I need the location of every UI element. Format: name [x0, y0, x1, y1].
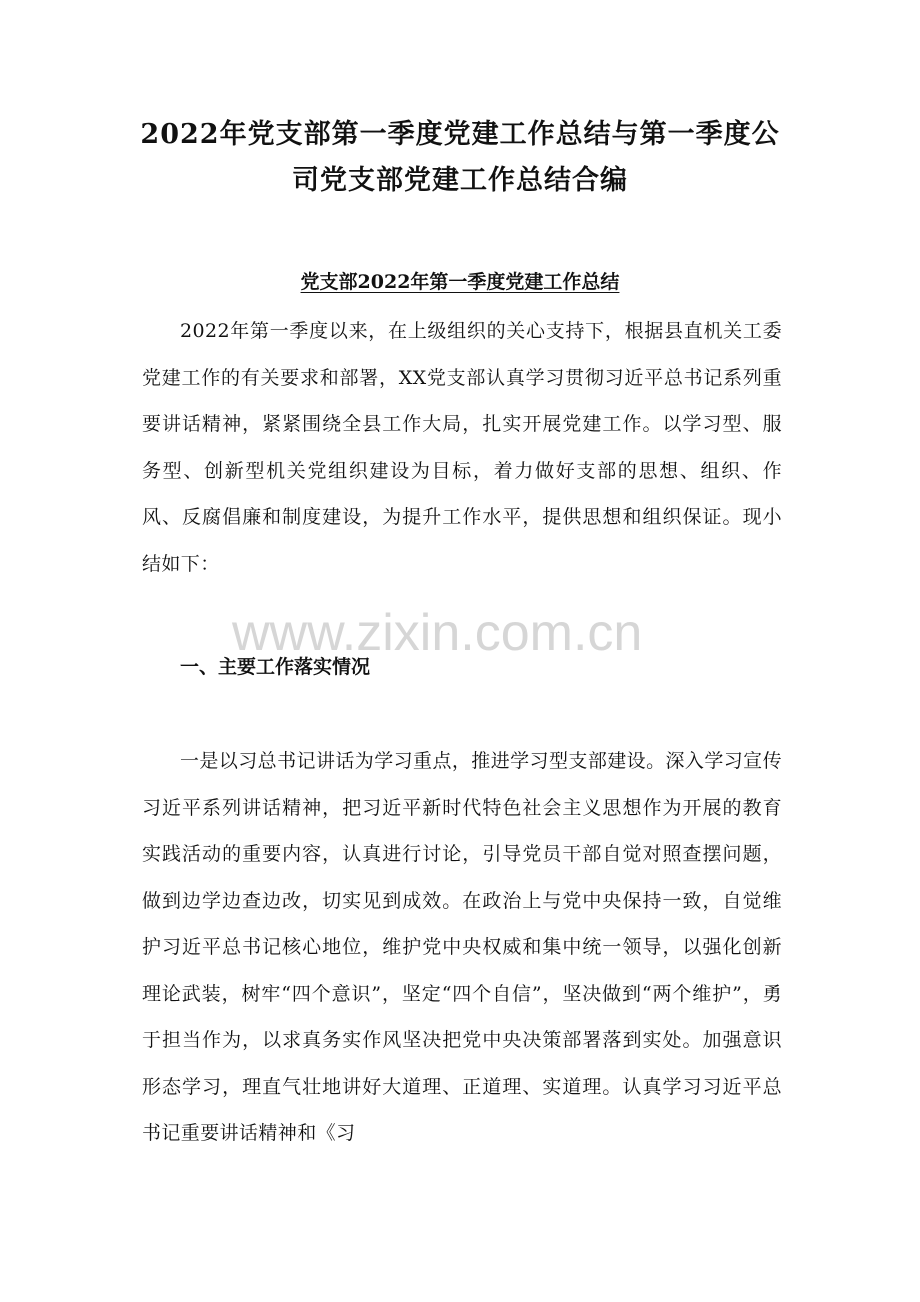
- section-title-text: 党支部2022年第一季度党建工作总结: [300, 271, 620, 293]
- document-title: [130, 112, 790, 204]
- document-title-line-1: 2022年党支部第一季度党建工作总结与第一季度公: [140, 119, 780, 150]
- section-title: [140, 268, 780, 296]
- heading-main-work: 一、主要工作落实情况: [180, 656, 371, 678]
- intro-paragraph: 2022年第一季度以来，在上级组织的关心支持下，根据县直机关工委党建工作的有关要求和部署，XX党支部认真学习贯彻习近平总书记系列重要讲话精神，紧紧围绕全县工作大局，扎实开展党建工作。以学习型、服务型、创新型机关党组织建设为目标，着力做好支部的思想、组织、作风、反腐倡廉和制度建设，为提升工作水平，提供思想和组织保证。现小结如下：: [142, 320, 782, 575]
- body-paragraph: 一是以习总书记讲话为学习重点，推进学习型支部建设。深入学习宣传习近平系列讲话精神，把习近平新时代特色社会主义思想作为开展的教育实践活动的重要内容，认真进行讨论，引导党员干部自觉对照查摆问题，做到边学边查边改，切实见到成效。在政治上与党中央保持一致，自觉维护习近平总书记核心地位，维护党中央权威和集中统一领导，以强化创新理论武装，树牢“四个意识”，坚定“四个自信”，坚决做到“两个维护”，勇于担当作为，以求真务实作风坚决把党中央决策部署落到实处。加强意识形态学习，理直气壮地讲好大道理、正道理、实道理。认真学习习近平总书记重要讲话精神和《习: [142, 750, 782, 1144]
- document-title-line-2: 司党支部党建工作总结合编: [292, 165, 628, 196]
- watermark: www.zixin.com.cn: [232, 604, 643, 662]
